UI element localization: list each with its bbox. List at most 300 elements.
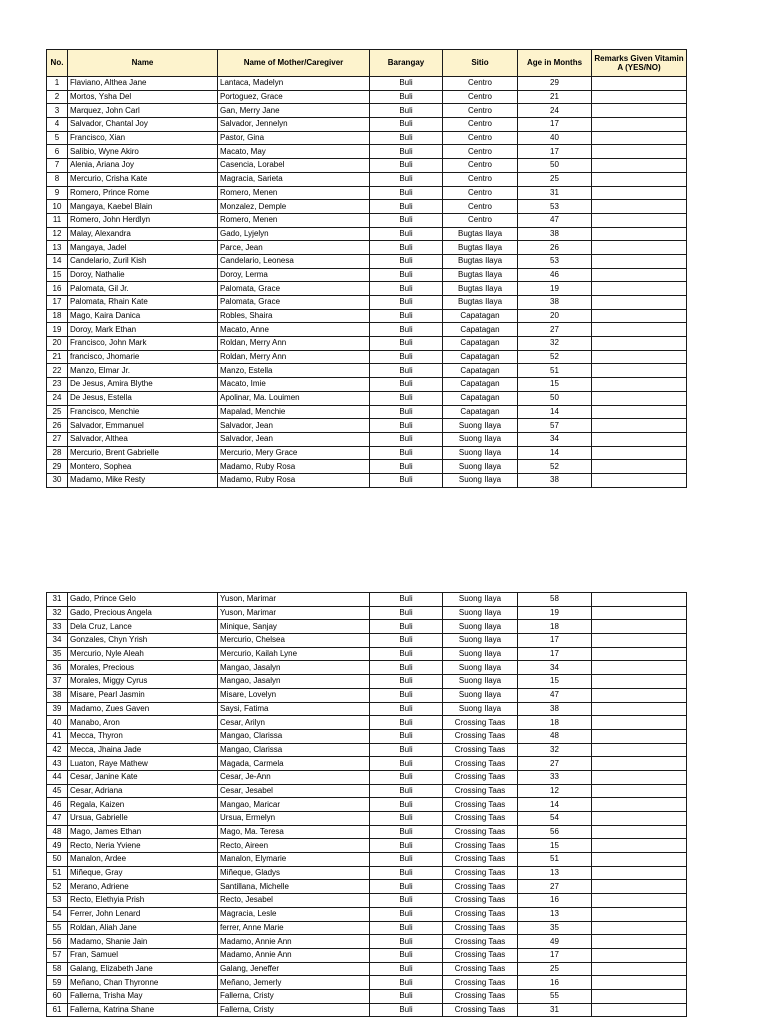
age-months-cell: 21	[518, 90, 592, 104]
row-number: 39	[47, 702, 68, 716]
mother-caregiver-name: Madamo, Ruby Rosa	[218, 460, 370, 474]
remarks-cell	[592, 894, 687, 908]
remarks-cell	[592, 364, 687, 378]
age-months-cell: 34	[518, 661, 592, 675]
sitio-cell: Bugtas Ilaya	[443, 227, 518, 241]
row-number: 17	[47, 296, 68, 310]
table-row	[47, 716, 687, 730]
table-row	[47, 350, 687, 364]
age-months-cell: 38	[518, 473, 592, 487]
table-row	[47, 880, 687, 894]
age-months-cell: 35	[518, 921, 592, 935]
row-number: 61	[47, 1003, 68, 1017]
mother-caregiver-name: Mangao, Jasalyn	[218, 675, 370, 689]
barangay-cell: Buli	[370, 172, 443, 186]
sitio-cell: Crossing Taas	[443, 894, 518, 908]
table-row	[47, 1003, 687, 1017]
table-row	[47, 866, 687, 880]
row-number: 28	[47, 446, 68, 460]
table-row	[47, 77, 687, 91]
table-row	[47, 743, 687, 757]
child-name: Regala, Kaizen	[68, 798, 218, 812]
header-no: No.	[47, 50, 68, 77]
sitio-cell: Suong Ilaya	[443, 647, 518, 661]
child-name: Fallerna, Trisha May	[68, 989, 218, 1003]
mother-caregiver-name: Mangao, Clarissa	[218, 743, 370, 757]
table-row	[47, 460, 687, 474]
table-row	[47, 976, 687, 990]
age-months-cell: 50	[518, 391, 592, 405]
remarks-cell	[592, 213, 687, 227]
barangay-cell: Buli	[370, 104, 443, 118]
table-row	[47, 364, 687, 378]
child-name: Morales, Miggy Cyrus	[68, 675, 218, 689]
mother-caregiver-name: Cesar, Arilyn	[218, 716, 370, 730]
age-months-cell: 13	[518, 866, 592, 880]
table-row	[47, 90, 687, 104]
child-name: Recto, Elethyia Prish	[68, 894, 218, 908]
sitio-cell: Suong Ilaya	[443, 419, 518, 433]
table-row	[47, 432, 687, 446]
table-row	[47, 729, 687, 743]
sitio-cell: Crossing Taas	[443, 1003, 518, 1017]
barangay-cell: Buli	[370, 241, 443, 255]
row-number: 22	[47, 364, 68, 378]
sitio-cell: Crossing Taas	[443, 989, 518, 1003]
table-row	[47, 839, 687, 853]
child-name: Doroy, Nathalie	[68, 268, 218, 282]
age-months-cell: 49	[518, 935, 592, 949]
row-number: 38	[47, 688, 68, 702]
mother-caregiver-name: Madamo, Ruby Rosa	[218, 473, 370, 487]
child-name: Mecca, Jhaina Jade	[68, 743, 218, 757]
mother-caregiver-name: Gado, Lyjelyn	[218, 227, 370, 241]
mother-caregiver-name: Salvador, Jean	[218, 419, 370, 433]
row-number: 3	[47, 104, 68, 118]
row-number: 36	[47, 661, 68, 675]
sitio-cell: Crossing Taas	[443, 716, 518, 730]
row-number: 1	[47, 77, 68, 91]
remarks-cell	[592, 473, 687, 487]
row-number: 60	[47, 989, 68, 1003]
row-number: 49	[47, 839, 68, 853]
table-row	[47, 634, 687, 648]
row-number: 43	[47, 757, 68, 771]
remarks-cell	[592, 118, 687, 132]
mother-caregiver-name: Pastor, Gina	[218, 131, 370, 145]
barangay-cell: Buli	[370, 77, 443, 91]
mother-caregiver-name: Roldan, Merry Ann	[218, 337, 370, 351]
sitio-cell: Bugtas Ilaya	[443, 268, 518, 282]
sitio-cell: Centro	[443, 145, 518, 159]
remarks-cell	[592, 907, 687, 921]
table-row	[47, 337, 687, 351]
row-number: 45	[47, 784, 68, 798]
barangay-cell: Buli	[370, 675, 443, 689]
remarks-cell	[592, 432, 687, 446]
remarks-cell	[592, 675, 687, 689]
child-name: Montero, Sophea	[68, 460, 218, 474]
remarks-cell	[592, 757, 687, 771]
table-row	[47, 159, 687, 173]
age-months-cell: 27	[518, 880, 592, 894]
remarks-cell	[592, 77, 687, 91]
mother-caregiver-name: Manzo, Estella	[218, 364, 370, 378]
mother-caregiver-name: Cesar, Je-Ann	[218, 770, 370, 784]
child-name: Cesar, Janine Kate	[68, 770, 218, 784]
barangay-cell: Buli	[370, 853, 443, 867]
row-number: 12	[47, 227, 68, 241]
barangay-cell: Buli	[370, 460, 443, 474]
table-row	[47, 419, 687, 433]
barangay-cell: Buli	[370, 606, 443, 620]
row-number: 31	[47, 593, 68, 607]
mother-caregiver-name: Macato, Imie	[218, 378, 370, 392]
mother-caregiver-name: Miñeque, Gladys	[218, 866, 370, 880]
table-row	[47, 907, 687, 921]
mother-caregiver-name: Cesar, Jesabel	[218, 784, 370, 798]
row-number: 59	[47, 976, 68, 990]
remarks-cell	[592, 446, 687, 460]
remarks-cell	[592, 593, 687, 607]
child-name: Gado, Precious Angela	[68, 606, 218, 620]
child-name: Mercurio, Crisha Kate	[68, 172, 218, 186]
mother-caregiver-name: Santillana, Michelle	[218, 880, 370, 894]
table-row	[47, 296, 687, 310]
remarks-cell	[592, 227, 687, 241]
row-number: 27	[47, 432, 68, 446]
sitio-cell: Crossing Taas	[443, 853, 518, 867]
remarks-cell	[592, 716, 687, 730]
row-number: 10	[47, 200, 68, 214]
remarks-cell	[592, 159, 687, 173]
age-months-cell: 52	[518, 460, 592, 474]
row-number: 51	[47, 866, 68, 880]
child-name: Dela Cruz, Lance	[68, 620, 218, 634]
mother-caregiver-name: Candelario, Leonesa	[218, 254, 370, 268]
remarks-cell	[592, 391, 687, 405]
age-months-cell: 51	[518, 853, 592, 867]
table-row	[47, 825, 687, 839]
child-name: Romero, Prince Rome	[68, 186, 218, 200]
table-row	[47, 647, 687, 661]
barangay-cell: Buli	[370, 825, 443, 839]
barangay-cell: Buli	[370, 200, 443, 214]
sitio-cell: Capatagan	[443, 405, 518, 419]
table-row	[47, 593, 687, 607]
row-number: 24	[47, 391, 68, 405]
child-name: Misare, Pearl Jasmin	[68, 688, 218, 702]
remarks-cell	[592, 812, 687, 826]
row-number: 41	[47, 729, 68, 743]
child-name: Salibio, Wyne Akiro	[68, 145, 218, 159]
table-row	[47, 309, 687, 323]
sitio-cell: Crossing Taas	[443, 935, 518, 949]
child-name: Romero, John Herdlyn	[68, 213, 218, 227]
age-months-cell: 53	[518, 200, 592, 214]
table-row	[47, 702, 687, 716]
row-number: 13	[47, 241, 68, 255]
sitio-cell: Suong Ilaya	[443, 446, 518, 460]
sitio-cell: Capatagan	[443, 337, 518, 351]
mother-caregiver-name: Mago, Ma. Teresa	[218, 825, 370, 839]
age-months-cell: 48	[518, 729, 592, 743]
table-row	[47, 661, 687, 675]
mother-caregiver-name: Mercurio, Chelsea	[218, 634, 370, 648]
barangay-cell: Buli	[370, 866, 443, 880]
remarks-cell	[592, 661, 687, 675]
mother-caregiver-name: Mangao, Maricar	[218, 798, 370, 812]
age-months-cell: 27	[518, 323, 592, 337]
table-row	[47, 104, 687, 118]
age-months-cell: 38	[518, 227, 592, 241]
mother-caregiver-name: Misare, Lovelyn	[218, 688, 370, 702]
sitio-cell: Capatagan	[443, 364, 518, 378]
age-months-cell: 34	[518, 432, 592, 446]
child-name: Salvador, Emmanuel	[68, 419, 218, 433]
mother-caregiver-name: Salvador, Jean	[218, 432, 370, 446]
remarks-cell	[592, 880, 687, 894]
child-name: Ferrer, John Lenard	[68, 907, 218, 921]
child-name: Doroy, Mark Ethan	[68, 323, 218, 337]
header-mother-caregiver: Name of Mother/Caregiver	[218, 50, 370, 77]
table-row	[47, 606, 687, 620]
table-row	[47, 784, 687, 798]
remarks-cell	[592, 296, 687, 310]
child-name: Mercurio, Brent Gabrielle	[68, 446, 218, 460]
barangay-cell: Buli	[370, 880, 443, 894]
table-row	[47, 241, 687, 255]
row-number: 42	[47, 743, 68, 757]
barangay-cell: Buli	[370, 770, 443, 784]
child-name: Malay, Alexandra	[68, 227, 218, 241]
sitio-cell: Centro	[443, 77, 518, 91]
remarks-cell	[592, 309, 687, 323]
row-number: 21	[47, 350, 68, 364]
remarks-cell	[592, 948, 687, 962]
sitio-cell: Crossing Taas	[443, 907, 518, 921]
barangay-cell: Buli	[370, 716, 443, 730]
child-name: Mecca, Thyron	[68, 729, 218, 743]
barangay-cell: Buli	[370, 159, 443, 173]
mother-caregiver-name: Magada, Carmela	[218, 757, 370, 771]
mother-caregiver-name: Magracia, Sarieta	[218, 172, 370, 186]
sitio-cell: Crossing Taas	[443, 757, 518, 771]
table-row	[47, 620, 687, 634]
row-number: 8	[47, 172, 68, 186]
barangay-cell: Buli	[370, 296, 443, 310]
row-number: 53	[47, 894, 68, 908]
row-number: 58	[47, 962, 68, 976]
remarks-cell	[592, 620, 687, 634]
child-name: De Jesus, Estella	[68, 391, 218, 405]
sitio-cell: Centro	[443, 90, 518, 104]
age-months-cell: 18	[518, 716, 592, 730]
child-name: Mago, James Ethan	[68, 825, 218, 839]
table-row	[47, 118, 687, 132]
mother-caregiver-name: Galang, Jeneffer	[218, 962, 370, 976]
row-number: 25	[47, 405, 68, 419]
child-name: Gado, Prince Gelo	[68, 593, 218, 607]
child-name: Madamo, Zues Gaven	[68, 702, 218, 716]
row-number: 20	[47, 337, 68, 351]
barangay-cell: Buli	[370, 350, 443, 364]
child-name: Palomata, Rhain Kate	[68, 296, 218, 310]
header-row	[47, 50, 687, 77]
table-row	[47, 894, 687, 908]
sitio-cell: Crossing Taas	[443, 921, 518, 935]
table-row	[47, 921, 687, 935]
sitio-cell: Centro	[443, 200, 518, 214]
mother-caregiver-name: Ursua, Ermelyn	[218, 812, 370, 826]
mother-caregiver-name: Mangao, Clarissa	[218, 729, 370, 743]
row-number: 26	[47, 419, 68, 433]
remarks-cell	[592, 853, 687, 867]
remarks-cell	[592, 866, 687, 880]
age-months-cell: 17	[518, 634, 592, 648]
header-remarks-vitamin-a: Remarks Given Vitamin A (YES/NO)	[592, 50, 687, 77]
remarks-cell	[592, 172, 687, 186]
mother-caregiver-name: Robles, Shaira	[218, 309, 370, 323]
table-row	[47, 675, 687, 689]
sitio-cell: Bugtas Ilaya	[443, 241, 518, 255]
row-number: 14	[47, 254, 68, 268]
barangay-cell: Buli	[370, 907, 443, 921]
mother-caregiver-name: Salvador, Jennelyn	[218, 118, 370, 132]
child-name: Marquez, John Carl	[68, 104, 218, 118]
age-months-cell: 50	[518, 159, 592, 173]
sitio-cell: Crossing Taas	[443, 976, 518, 990]
age-months-cell: 38	[518, 296, 592, 310]
table-row	[47, 131, 687, 145]
mother-caregiver-name: Doroy, Lerma	[218, 268, 370, 282]
mother-caregiver-name: Macato, May	[218, 145, 370, 159]
barangay-cell: Buli	[370, 90, 443, 104]
barangay-cell: Buli	[370, 391, 443, 405]
remarks-cell	[592, 131, 687, 145]
child-name: Manalon, Ardee	[68, 853, 218, 867]
table-body-page-1	[47, 77, 687, 488]
remarks-cell	[592, 647, 687, 661]
table-row	[47, 227, 687, 241]
age-months-cell: 15	[518, 378, 592, 392]
age-months-cell: 16	[518, 894, 592, 908]
age-months-cell: 18	[518, 620, 592, 634]
barangay-cell: Buli	[370, 921, 443, 935]
remarks-cell	[592, 1003, 687, 1017]
remarks-cell	[592, 282, 687, 296]
barangay-cell: Buli	[370, 378, 443, 392]
age-months-cell: 38	[518, 702, 592, 716]
remarks-cell	[592, 976, 687, 990]
mother-caregiver-name: Palomata, Grace	[218, 282, 370, 296]
table-row	[47, 405, 687, 419]
child-name: Luaton, Raye Mathew	[68, 757, 218, 771]
barangay-cell: Buli	[370, 227, 443, 241]
sitio-cell: Suong Ilaya	[443, 460, 518, 474]
sitio-cell: Crossing Taas	[443, 962, 518, 976]
sitio-cell: Crossing Taas	[443, 770, 518, 784]
mother-caregiver-name: Lantaca, Madelyn	[218, 77, 370, 91]
age-months-cell: 15	[518, 675, 592, 689]
sitio-cell: Centro	[443, 172, 518, 186]
mother-caregiver-name: Yuson, Marimar	[218, 606, 370, 620]
mother-caregiver-name: Yuson, Marimar	[218, 593, 370, 607]
barangay-cell: Buli	[370, 647, 443, 661]
remarks-cell	[592, 743, 687, 757]
barangay-cell: Buli	[370, 473, 443, 487]
barangay-cell: Buli	[370, 254, 443, 268]
roster-table-page-1	[46, 49, 687, 488]
table-row	[47, 770, 687, 784]
age-months-cell: 17	[518, 145, 592, 159]
barangay-cell: Buli	[370, 419, 443, 433]
barangay-cell: Buli	[370, 702, 443, 716]
sitio-cell: Suong Ilaya	[443, 675, 518, 689]
child-name: Cesar, Adriana	[68, 784, 218, 798]
sitio-cell: Crossing Taas	[443, 798, 518, 812]
age-months-cell: 51	[518, 364, 592, 378]
sitio-cell: Crossing Taas	[443, 812, 518, 826]
child-name: Alenia, Ariana Joy	[68, 159, 218, 173]
row-number: 23	[47, 378, 68, 392]
barangay-cell: Buli	[370, 935, 443, 949]
child-name: Mangaya, Kaebel Blain	[68, 200, 218, 214]
barangay-cell: Buli	[370, 962, 443, 976]
table-row	[47, 446, 687, 460]
barangay-cell: Buli	[370, 948, 443, 962]
roster-table-page-2	[46, 592, 687, 1017]
remarks-cell	[592, 90, 687, 104]
mother-caregiver-name: Casencia, Lorabel	[218, 159, 370, 173]
age-months-cell: 47	[518, 213, 592, 227]
child-name: Mago, Kaira Danica	[68, 309, 218, 323]
child-name: Recto, Neria Yviene	[68, 839, 218, 853]
age-months-cell: 31	[518, 186, 592, 200]
sitio-cell: Capatagan	[443, 309, 518, 323]
mother-caregiver-name: Romero, Menen	[218, 213, 370, 227]
table-row	[47, 798, 687, 812]
age-months-cell: 31	[518, 1003, 592, 1017]
table-row	[47, 935, 687, 949]
remarks-cell	[592, 606, 687, 620]
mother-caregiver-name: Parce, Jean	[218, 241, 370, 255]
age-months-cell: 58	[518, 593, 592, 607]
child-name: Galang, Elizabeth Jane	[68, 962, 218, 976]
sitio-cell: Suong Ilaya	[443, 634, 518, 648]
age-months-cell: 19	[518, 606, 592, 620]
sitio-cell: Bugtas Ilaya	[443, 254, 518, 268]
child-name: Fran, Samuel	[68, 948, 218, 962]
barangay-cell: Buli	[370, 282, 443, 296]
row-number: 52	[47, 880, 68, 894]
sitio-cell: Centro	[443, 118, 518, 132]
sitio-cell: Centro	[443, 104, 518, 118]
age-months-cell: 20	[518, 309, 592, 323]
age-months-cell: 15	[518, 839, 592, 853]
mother-caregiver-name: Palomata, Grace	[218, 296, 370, 310]
age-months-cell: 29	[518, 77, 592, 91]
remarks-cell	[592, 935, 687, 949]
age-months-cell: 53	[518, 254, 592, 268]
remarks-cell	[592, 268, 687, 282]
mother-caregiver-name: Minique, Sanjay	[218, 620, 370, 634]
age-months-cell: 14	[518, 446, 592, 460]
mother-caregiver-name: Roldan, Merry Ann	[218, 350, 370, 364]
sitio-cell: Suong Ilaya	[443, 688, 518, 702]
child-name: francisco, Jhomarie	[68, 350, 218, 364]
child-name: Francisco, Xian	[68, 131, 218, 145]
